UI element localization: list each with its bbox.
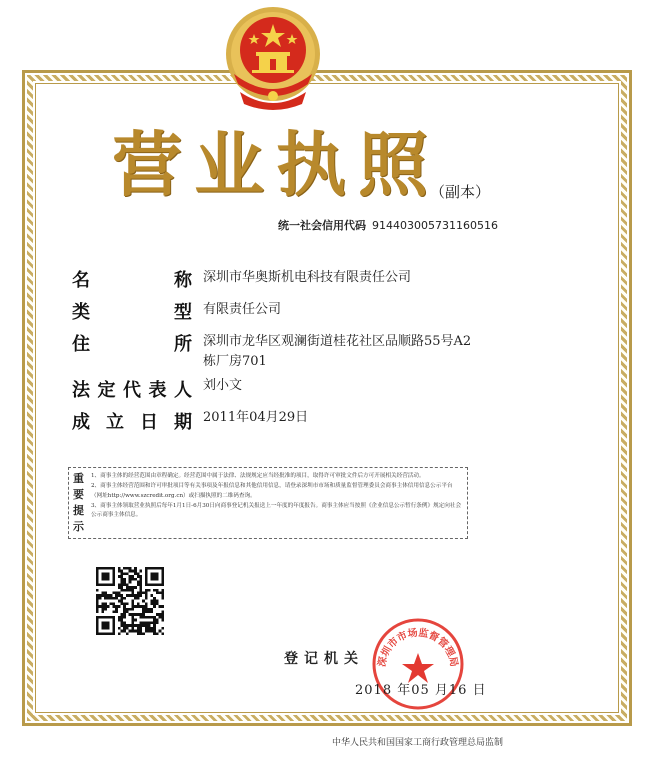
field-label-char: 名 [72, 270, 90, 291]
field-label-established [72, 408, 192, 434]
credit-code-label: 统一社会信用代码 [278, 219, 366, 232]
field-label-char: 称 [174, 270, 192, 291]
qr-code-icon[interactable] [96, 567, 164, 635]
notice-item: 1、商事主体的经营范围由章程确定。经营范围中属于法律、法规规定应当经批准的项目，取得许可审批文件后方可开展相关经营活动。 [91, 473, 425, 479]
field-label-char: 期 [174, 412, 192, 433]
field-label-char: 代 [123, 380, 141, 401]
notice-body [91, 472, 463, 521]
supervision-footer: 中华人民共和国国家工商行政管理总局监制 [332, 738, 504, 748]
copy-label: （副本） [430, 183, 491, 201]
field-label-char: 类 [72, 302, 90, 323]
registration-date: 2018 年05 月16 日 [355, 683, 487, 698]
seal-text: 深圳市市场监督管理局 [376, 627, 460, 668]
field-value-established: 2011年04月29日 [203, 410, 309, 425]
field-label-char: 成 [72, 412, 90, 433]
field-label-type [72, 298, 192, 324]
field-label-char: 立 [106, 412, 124, 433]
field-value-name: 深圳市华奥斯机电科技有限责任公司 [203, 270, 412, 285]
notice-item: 3、商事主体领取营业执照后每年1月1日-6月30日向商事登记机关报送上一年度的年度报告。商事主体应当按照《企业信息公示暂行条例》规定向社会公示商事主体信息。 [91, 502, 462, 519]
field-value-type: 有限责任公司 [203, 302, 282, 317]
notice-title: 重要提示 [73, 472, 84, 533]
field-label-char: 日 [140, 412, 158, 433]
important-notice-box [68, 467, 468, 539]
credit-code-line [278, 217, 498, 233]
field-label-char: 人 [174, 380, 192, 401]
field-value-address: 深圳市龙华区观澜街道桂花社区品顺路55号A2栋厂房701 [203, 334, 472, 369]
field-label-char: 住 [72, 334, 90, 355]
field-label-char: 所 [174, 334, 192, 355]
credit-code-value: 914403005731160516 [372, 219, 498, 232]
national-emblem-icon [222, 4, 324, 114]
field-label-address [72, 330, 192, 356]
field-label-char: 型 [174, 302, 192, 323]
notice-item: 2、商事主体经营范围和许可审批项目等有关事项及年报信息和其他信用信息，请登录深圳市市场和质量监督管理委员会商事主体信用信息公示平台（网址http://www.szcredit.org.cn）或扫描执照的二维码查询。 [91, 483, 453, 499]
field-label-legal-rep [72, 376, 192, 402]
field-label-name [72, 266, 192, 292]
field-label-char: 法 [72, 380, 90, 401]
registration-authority-label: 登记机关 [284, 651, 364, 667]
license-title: 营业执照 [112, 123, 440, 206]
field-label-char: 表 [148, 380, 167, 401]
field-value-legal-rep: 刘小文 [203, 378, 243, 393]
field-label-char: 定 [97, 380, 116, 401]
